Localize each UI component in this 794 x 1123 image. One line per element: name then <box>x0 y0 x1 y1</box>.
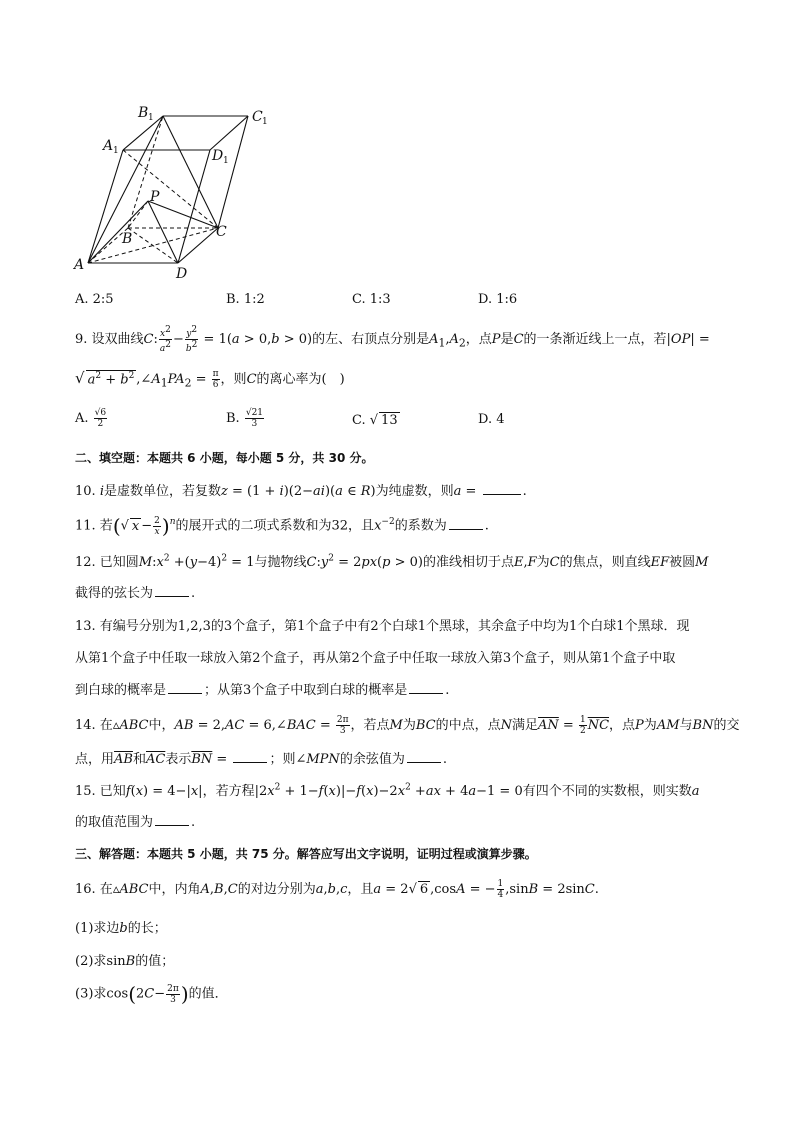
edge-CC1 <box>218 116 248 228</box>
q14-line1: 14. 在▵ABC中，AB = 2,AC = 6,∠BAC = $\frac{2\pi}{3}$ ，若点M为BC的中点，点N满足$\overline{AN}$ = $\frac{1}{2}$ $\overline{NC}$，点P为AM与BN的交 <box>75 715 740 736</box>
q14-line2: 点，用$\overline{AB}$和$\overline{AC}$表示$\overline{BN}$ = ；则∠MPN的余弦值为 . <box>75 752 447 767</box>
edge-AP <box>88 201 148 263</box>
label-C1-sub: 1 <box>262 117 268 127</box>
q16-stem: 16. 在▵ABC中，内角A,B,C的对边分别为a,b,c，且a = 2√ 6 ,cosA = − $\frac{1}{4}$ ,sinB = 2sinC. <box>75 879 599 900</box>
section-3-heading: 三、解答题：本题共 5 小题，共 75 分。解答应写出文字说明，证明过程或演算步骤。 <box>75 847 537 861</box>
edge-AA1 <box>88 150 123 263</box>
label-A1-sub: 1 <box>113 146 119 156</box>
label-B1: B <box>138 105 149 121</box>
q10: 10. i是虚数单位，若复数z = (1 + i)(2−ai)(a ∈ R)为纯虚数，则a = . <box>75 484 527 499</box>
label-D1: D <box>212 148 224 164</box>
q16-part1: (1)求边b的长； <box>75 921 167 936</box>
edge-PB <box>128 201 148 228</box>
q13-line2: 从第1个盒子中任取一球放入第2个盒子，再从第2个盒子中任取一球放入第3个盒子，则从第1个盒子中取 <box>75 651 676 666</box>
q8-option-a: A. 2:5 <box>75 292 114 307</box>
q8-option-d: D. 1:6 <box>478 292 518 307</box>
label-A: A <box>74 257 85 273</box>
label-C: C <box>216 224 227 240</box>
label-B: B <box>122 231 133 247</box>
q9-option-d: D. 4 <box>478 412 505 427</box>
edge-B1C <box>163 116 218 228</box>
q8-option-c: C. 1:3 <box>352 292 391 307</box>
q13-line3: 到白球的概率是 ；从第3个盒子中取到白球的概率是 . <box>75 683 450 698</box>
q15-line2: 的取值范围为 . <box>75 815 196 830</box>
q16-part3: (3)求cos(2C− $\frac{2\pi}{3}$ )的值． <box>75 982 228 1006</box>
q9-line2: √ $a^2 + b^2$ $,\angle A_1PA_2$ = $\frac{\pi}{6}$ ，则C的离心率为( ) <box>75 369 345 390</box>
q9-line1: 9. 设双曲线C: $\frac{x^2}{a^2}$ − $\frac{y^2}{b^2}$ = 1(a > 0,b > 0)的左、右顶点分别是$A_1,A_2$，点P是C的一条渐近线上一点，若|OP| = <box>75 325 710 354</box>
label-P: P <box>150 189 160 205</box>
label-C1: C <box>252 109 263 125</box>
edge-B1A1 <box>123 116 163 150</box>
q9-option-c: C. √ 13 <box>352 413 398 428</box>
parallelepiped-diagram <box>70 98 290 283</box>
q9-option-b: B. $\frac{√21}{3}$ <box>226 408 264 429</box>
label-B1-sub: 1 <box>148 113 154 123</box>
edge-BD <box>128 228 178 263</box>
edge-D1C1 <box>210 116 248 150</box>
edge-DD1 <box>178 150 210 263</box>
q9-option-a: A. $\frac{√6}{2}$ <box>75 408 107 429</box>
edge-BB1 <box>128 116 163 228</box>
q11: 11. 若(√ x − $\frac{2}{x}$ )$^n$的展开式的二项式系数和为32，且$x^{-2}$的系数为 . <box>75 514 489 538</box>
geometry-figure <box>70 98 290 283</box>
q8-option-b: B. 1:2 <box>226 292 265 307</box>
q13-line1: 13. 有编号分别为1,2,3的3个盒子，第1个盒子中有2个白球1个黑球，其余盒子中均为1个白球1个黑球．现 <box>75 619 690 634</box>
q16-part2: (2)求sinB的值； <box>75 954 175 969</box>
q12-line2: 截得的弦长为 . <box>75 586 196 601</box>
section-2-heading: 二、填空题：本题共 6 小题，每小题 5 分，共 30 分。 <box>75 451 374 465</box>
q12-line1: 12. 已知圆$M:x^2 +(y-4)^2 = 1$与抛物线$C:y^2 = 2px(p > 0)$的准线相切于点E,F为C的焦点，则直线EF被圆M <box>75 553 709 570</box>
label-A1: A <box>103 138 114 154</box>
q15-line1: 15. 已知f(x) = 4−|x|，若方程$|2x^2 + 1-f(x)|-f(x)-2x^2 +ax + 4a-1 = 0$有四个不同的实数根，则实数a <box>75 782 700 799</box>
edge-A1C <box>123 150 218 228</box>
label-D: D <box>176 266 188 282</box>
label-D1-sub: 1 <box>223 156 229 166</box>
